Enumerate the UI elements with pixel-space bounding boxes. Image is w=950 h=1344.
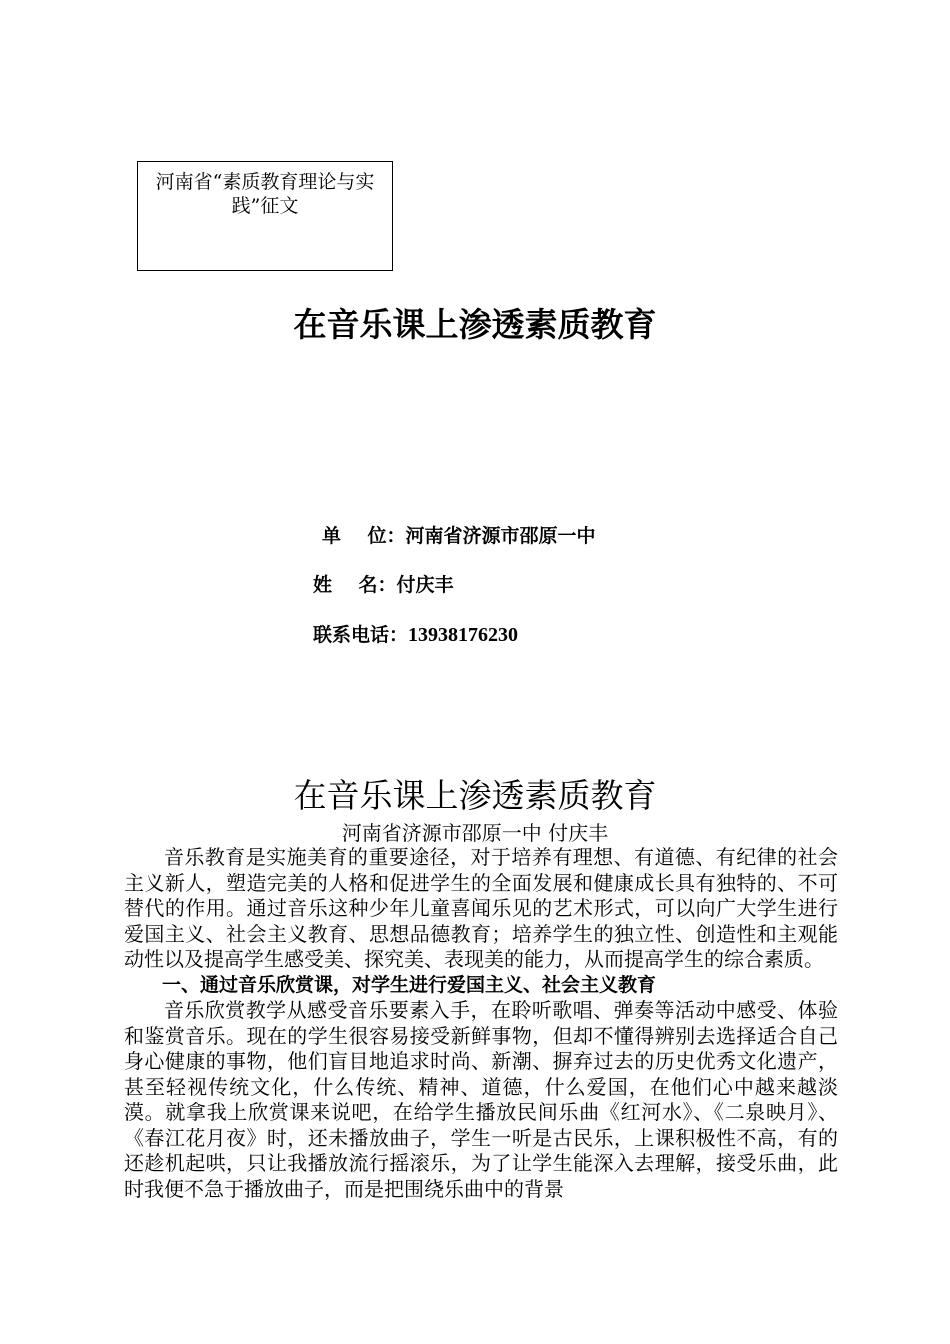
name-label: 姓 名： [313, 574, 397, 596]
article-title: 在音乐课上渗透素质教育 [293, 776, 657, 815]
unit-value: 河南省济源市邵原一中 [405, 525, 596, 547]
cover-name-line [313, 572, 453, 598]
paragraph-appreciation: 音乐欣赏教学从感受音乐要素入手，在聆听歌唱、弹奏等活动中感受、体验和鉴赏音乐。现在的学生很容易接受新鲜事物，但却不懂得辨别去选择适合自己身心健康的事物，他们盲目地追求时尚、新潮、摒弃过去的历史优秀文化遗产，甚至轻视传统文化，什么传统、精神、道德，什么爱国，在他们心中越来越淡漠。就拿我上欣赏课来说吧，在给学生播放民间乐曲《红河水》、《二泉映月》、《春江花月夜》时，还未播放曲子，学生一听是古民乐，上课积极性不高，有的还趁机起哄，只让我播放流行摇滚乐，为了让学生能深入去理解，接受乐曲，此时我便不急于播放曲子，而是把围绕乐曲中的背景 [124, 998, 838, 1201]
paragraph-intro: 音乐教育是实施美育的重要途径，对于培养有理想、有道德、有纪律的社会主义新人，塑造完美的人格和促进学生的全面发展和健康成长具有独特的、不可替代的作用。通过音乐这种少年儿童喜闻乐见的艺术形式，可以向广大学生进行爱国主义、社会主义教育、思想品德教育；培养学生的独立性、创造性和主观能动性以及提高学生感受美、探究美、表现美的能力，从而提高学生的综合素质。 [124, 845, 838, 971]
article-body [124, 845, 838, 1202]
unit-label: 单 位： [322, 525, 406, 547]
name-value: 付庆丰 [396, 574, 454, 596]
cover-title: 在音乐课上渗透素质教育 [293, 305, 657, 344]
essay-category-text: 河南省“素质教育理论与实践”征文 [155, 171, 375, 217]
phone-value: 13938176230 [408, 624, 519, 646]
phone-label: 联系电话： [313, 624, 409, 646]
essay-category-box [137, 161, 393, 271]
section-heading-1: 一、通过音乐欣赏课，对学生进行爱国主义、社会主义教育 [162, 973, 657, 996]
cover-unit-line [322, 523, 595, 549]
cover-phone-line [313, 622, 518, 648]
article-author: 河南省济源市邵原一中 付庆丰 [341, 821, 609, 845]
